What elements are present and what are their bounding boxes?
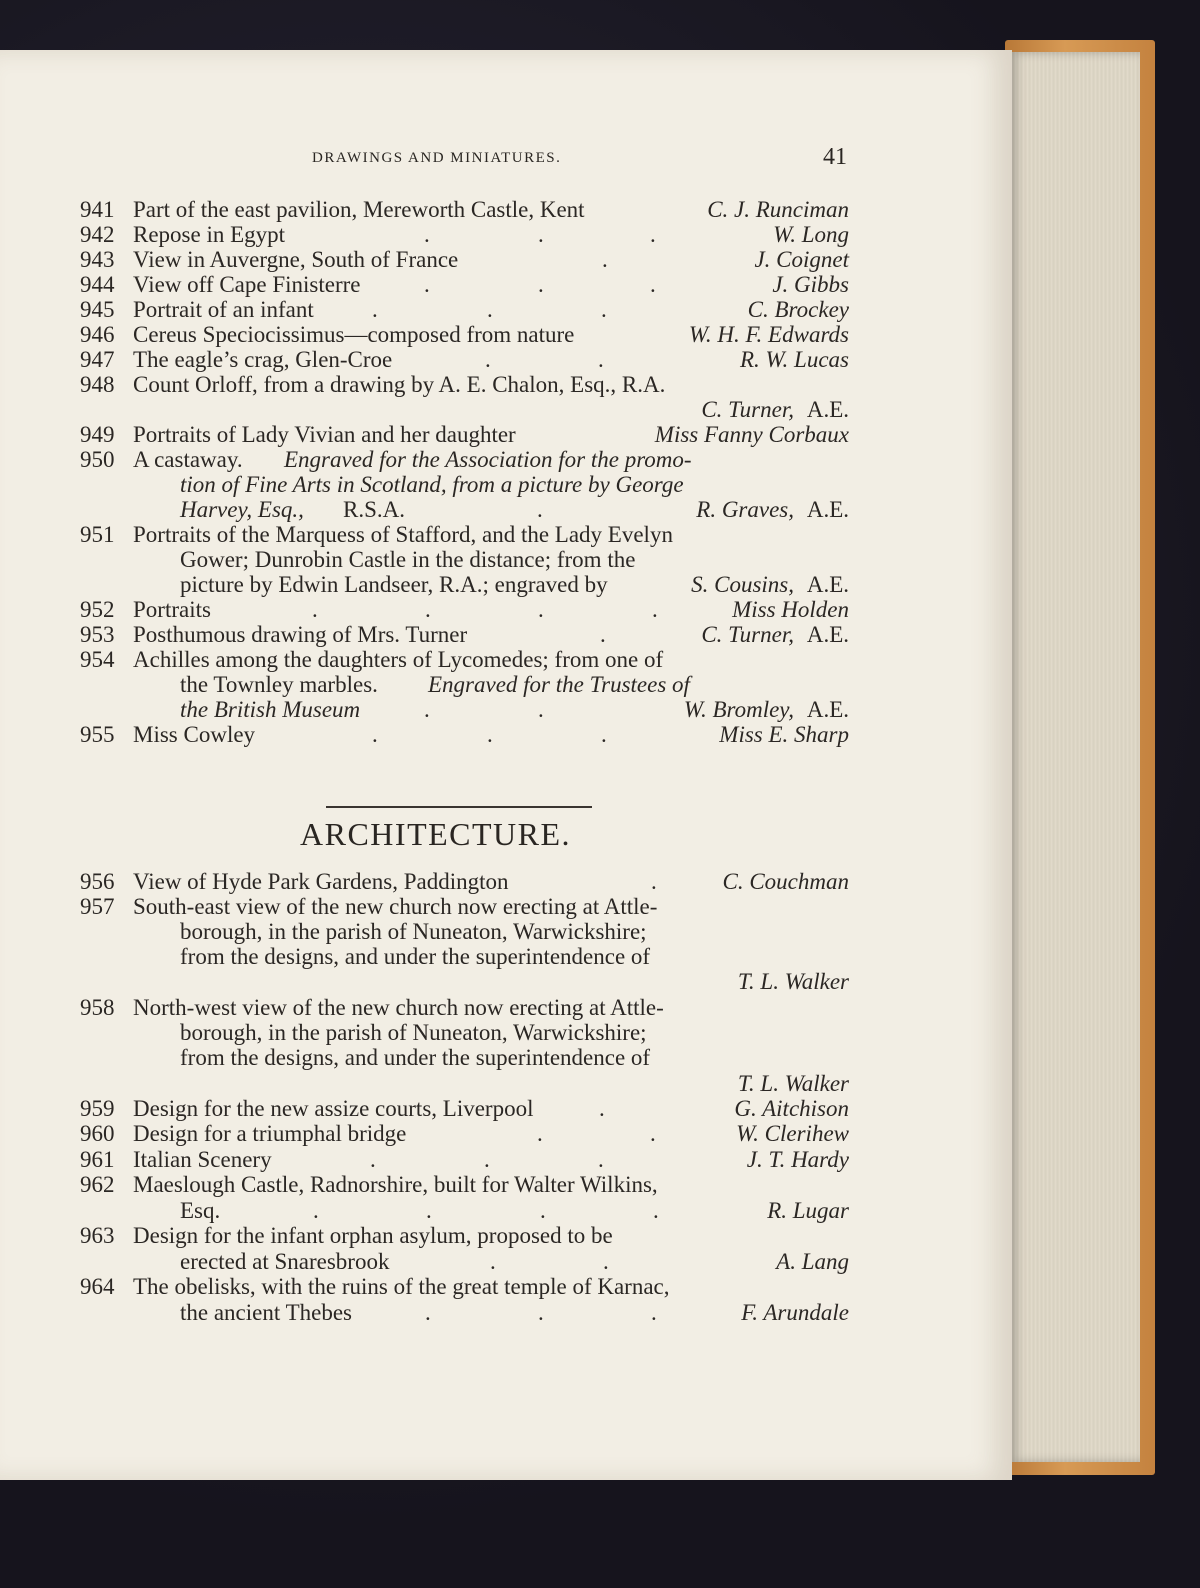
entry-title: Portraits of the Marquess of Stafford, and the Lady Evelyn (133, 522, 673, 547)
entry-title: Portraits of Lady Vivian and her daughter (133, 422, 516, 447)
entry-title: Design for the infant orphan asylum, proposed to be (133, 1223, 613, 1248)
catalogue-entry-continuation (0, 672, 1012, 698)
entry-number: 947 (80, 347, 115, 372)
entry-number: 963 (80, 1223, 115, 1248)
entry-artist: C. Turner, (701, 397, 794, 422)
entry-title: The obelisks, with the ruins of the great temple of Karnac, (133, 1274, 670, 1299)
entry-artist: C. J. Runciman (707, 197, 849, 222)
catalogue-entry-continuation (0, 1071, 1012, 1097)
entry-artist: R. Lugar (767, 1198, 849, 1223)
entry-title: View off Cape Finisterre (133, 272, 361, 297)
entry-title-continued: from the designs, and under the superintendence of (180, 1045, 651, 1070)
catalogue-entry (0, 869, 1012, 895)
entry-note: Engraved for the Association for the promo- (284, 447, 692, 472)
entry-title: Miss Cowley (133, 722, 256, 747)
catalogue-entry (0, 995, 1012, 1021)
catalogue-entry (0, 597, 1012, 623)
catalogue-entry (0, 347, 1012, 373)
leader-dot: . (490, 1249, 496, 1274)
entry-title: Achilles among the daughters of Lycomedes; from one of (133, 647, 664, 672)
leader-dot: . (537, 1121, 543, 1146)
entry-number: 943 (80, 247, 115, 272)
entry-artist: T. L. Walker (737, 1071, 849, 1096)
entry-number: 959 (80, 1096, 115, 1121)
entry-artist: T. L. Walker (737, 969, 849, 994)
catalogue-entry (0, 1096, 1012, 1122)
catalogue-entry-continuation (0, 1300, 1012, 1326)
entry-title: Design for a triumphal bridge (133, 1121, 407, 1146)
entry-number: 964 (80, 1274, 115, 1299)
catalogue-entry (0, 372, 1012, 398)
leader-dot: . (426, 1198, 432, 1223)
entry-artist: Miss E. Sharp (719, 722, 849, 747)
leader-dot: . (487, 722, 493, 747)
entry-artist-suffix: A.E. (806, 497, 849, 522)
entry-artist: Miss Holden (732, 597, 849, 622)
entry-title: Portrait of an infant (133, 297, 314, 322)
catalogue-entry (0, 222, 1012, 248)
entry-artist-suffix: A.E. (806, 697, 849, 722)
entry-number: 949 (80, 422, 115, 447)
entry-title: South-east view of the new church now erecting at Attle- (133, 894, 658, 919)
leader-dot: . (372, 722, 378, 747)
leader-dot: . (600, 622, 606, 647)
entry-note: Engraved for the Trustees of (428, 672, 690, 697)
catalogue-entry (0, 272, 1012, 298)
leader-dot: . (487, 297, 493, 322)
page-edges (1010, 52, 1140, 1462)
catalogue-entry (0, 894, 1012, 920)
entry-title-continued: erected at Snaresbrook (180, 1249, 390, 1274)
entry-artist: G. Aitchison (734, 1096, 849, 1121)
section-divider (326, 806, 592, 808)
catalogue-entry-continuation (0, 697, 1012, 723)
entry-title: A castaway. (133, 447, 243, 472)
entry-artist: W. Clerihew (736, 1121, 849, 1146)
catalogue-entry (0, 1223, 1012, 1249)
entry-number: 957 (80, 894, 115, 919)
entry-artist: J. Gibbs (772, 272, 849, 297)
catalogue-entry-continuation (0, 547, 1012, 573)
entry-title: Portraits (133, 597, 211, 622)
entry-title-continued: the Townley marbles. (180, 672, 378, 697)
entry-artist: C. Couchman (722, 869, 849, 894)
leader-dot: . (424, 222, 430, 247)
entry-title: Design for the new assize courts, Liverpool (133, 1096, 534, 1121)
entry-number: 953 (80, 622, 115, 647)
entry-artist: F. Arundale (741, 1300, 849, 1325)
entry-title: The eagle’s crag, Glen-Croe (133, 347, 393, 372)
catalogue-entry (0, 322, 1012, 348)
catalogue-entry (0, 1274, 1012, 1300)
leader-dot: . (652, 597, 658, 622)
leader-dot: . (312, 597, 318, 622)
entry-artist: W. Bromley, (683, 697, 794, 722)
catalogue-entry (0, 1172, 1012, 1198)
entry-number: 962 (80, 1172, 115, 1197)
leader-dot: . (603, 1249, 609, 1274)
entry-title: North-west view of the new church now erecting at Attle- (133, 995, 664, 1020)
catalogue-entry-continuation (0, 969, 1012, 995)
entry-note: the British Museum (180, 697, 361, 722)
entry-number: 948 (80, 372, 115, 397)
entry-artist: J. T. Hardy (746, 1147, 849, 1172)
catalogue-entry (0, 1147, 1012, 1173)
catalogue-entry (0, 647, 1012, 673)
catalogue-entry-continuation (0, 1020, 1012, 1046)
leader-dot: . (425, 1300, 431, 1325)
catalogue-entry (0, 722, 1012, 748)
catalogue-entry-continuation (0, 572, 1012, 598)
catalogue-entry-continuation (0, 397, 1012, 423)
entry-title: Maeslough Castle, Radnorshire, built for Walter Wilkins, (133, 1172, 658, 1197)
entry-title: Italian Scenery (133, 1147, 272, 1172)
leader-dot: . (650, 1121, 656, 1146)
entry-title: Count Orloff, from a drawing by A. E. Chalon, Esq., R.A. (133, 372, 666, 397)
leader-dot: . (651, 869, 657, 894)
entry-title-continued: Gower; Dunrobin Castle in the distance; from the (180, 547, 636, 572)
entry-number: 958 (80, 995, 115, 1020)
entry-number: 941 (80, 197, 115, 222)
leader-dot: . (540, 1198, 546, 1223)
catalogue-entry (0, 422, 1012, 448)
entry-artist: A. Lang (776, 1249, 849, 1274)
leader-dot: . (485, 347, 491, 372)
leader-dot: . (538, 1300, 544, 1325)
entry-number: 946 (80, 322, 115, 347)
entry-title: View in Auvergne, South of France (133, 247, 459, 272)
entry-title: Repose in Egypt (133, 222, 286, 247)
entry-artist: W. H. F. Edwards (688, 322, 849, 347)
leader-dot: . (372, 297, 378, 322)
entry-number: 954 (80, 647, 115, 672)
entry-number: 955 (80, 722, 115, 747)
entry-artist: W. Long (773, 222, 849, 247)
catalogue-entry (0, 1121, 1012, 1147)
leader-dot: . (653, 1198, 659, 1223)
entry-title: Part of the east pavilion, Mereworth Castle, Kent (133, 197, 585, 222)
entry-artist: J. Coignet (754, 247, 849, 272)
catalogue-entry (0, 247, 1012, 273)
entry-note: Harvey, Esq., (180, 497, 304, 522)
entry-number: 956 (80, 869, 115, 894)
leader-dot: . (599, 1096, 605, 1121)
entry-title-continued: borough, in the parish of Nuneaton, Warwickshire; (180, 1020, 647, 1045)
catalogue-entry (0, 522, 1012, 548)
catalogue-entry-continuation (0, 1045, 1012, 1071)
leader-dot: . (538, 222, 544, 247)
entry-number: 950 (80, 447, 115, 472)
leader-dot: . (650, 222, 656, 247)
leader-dot: . (601, 722, 607, 747)
entry-artist: C. Turner, (701, 622, 794, 647)
entry-title-continued: picture by Edwin Landseer, R.A.; engraved by (180, 572, 608, 597)
entry-number: 952 (80, 597, 115, 622)
catalogue-entry-continuation (0, 919, 1012, 945)
leader-dot: . (598, 1147, 604, 1172)
catalogue-entry-continuation (0, 472, 1012, 498)
catalogue-entry-continuation (0, 1249, 1012, 1275)
leader-dot: . (484, 1147, 490, 1172)
entry-artist: S. Cousins, (691, 572, 794, 597)
leader-dot: . (538, 697, 544, 722)
leader-dot: . (651, 1300, 657, 1325)
leader-dot: . (425, 597, 431, 622)
leader-dot: . (537, 497, 543, 522)
catalogue-entry-continuation (0, 1198, 1012, 1224)
entry-title-continued: borough, in the parish of Nuneaton, Warwickshire; (180, 919, 647, 944)
leader-dot: . (538, 597, 544, 622)
entry-artist-suffix: A.E. (806, 572, 849, 597)
leader-dot: . (538, 272, 544, 297)
leader-dot: . (424, 272, 430, 297)
catalogue-entry-continuation (0, 944, 1012, 970)
entry-number: 944 (80, 272, 115, 297)
entry-artist-suffix: A.E. (806, 622, 849, 647)
entry-title: View of Hyde Park Gardens, Paddington (133, 869, 509, 894)
leader-dot: . (598, 347, 604, 372)
catalogue-entry (0, 447, 1012, 473)
catalogue-entry (0, 197, 1012, 223)
section-heading: ARCHITECTURE. (300, 816, 572, 852)
catalogue-entry (0, 622, 1012, 648)
leader-dot: . (602, 247, 608, 272)
entry-artist: Miss Fanny Corbaux (654, 422, 849, 447)
entry-title-continued: Esq. (180, 1198, 221, 1223)
entry-title-continued: from the designs, and under the superintendence of (180, 944, 651, 969)
entry-number: 951 (80, 522, 115, 547)
entry-number: 960 (80, 1121, 115, 1146)
leader-dot: . (424, 697, 430, 722)
leader-dot: . (650, 272, 656, 297)
leader-dot: . (370, 1147, 376, 1172)
entry-artist: R. W. Lucas (739, 347, 849, 372)
entry-artist-suffix: A.E. (806, 397, 849, 422)
entry-note: tion of Fine Arts in Scotland, from a picture by George (180, 472, 684, 497)
page-number: 41 (823, 144, 847, 170)
entry-title: Posthumous drawing of Mrs. Turner (133, 622, 468, 647)
catalogue-entry (0, 297, 1012, 323)
entry-artist: R. Graves, (696, 497, 794, 522)
entry-note-roman: R.S.A. (343, 497, 405, 522)
entry-number: 961 (80, 1147, 115, 1172)
entry-artist: C. Brockey (747, 297, 849, 322)
entry-number: 942 (80, 222, 115, 247)
entry-title: Cereus Speciocissimus—composed from nature (133, 322, 575, 347)
leader-dot: . (313, 1198, 319, 1223)
entry-number: 945 (80, 297, 115, 322)
running-title: DRAWINGS AND MINIATURES. (312, 150, 562, 166)
catalogue-entry-continuation (0, 497, 1012, 523)
entry-title-continued: the ancient Thebes (180, 1300, 353, 1325)
leader-dot: . (601, 297, 607, 322)
